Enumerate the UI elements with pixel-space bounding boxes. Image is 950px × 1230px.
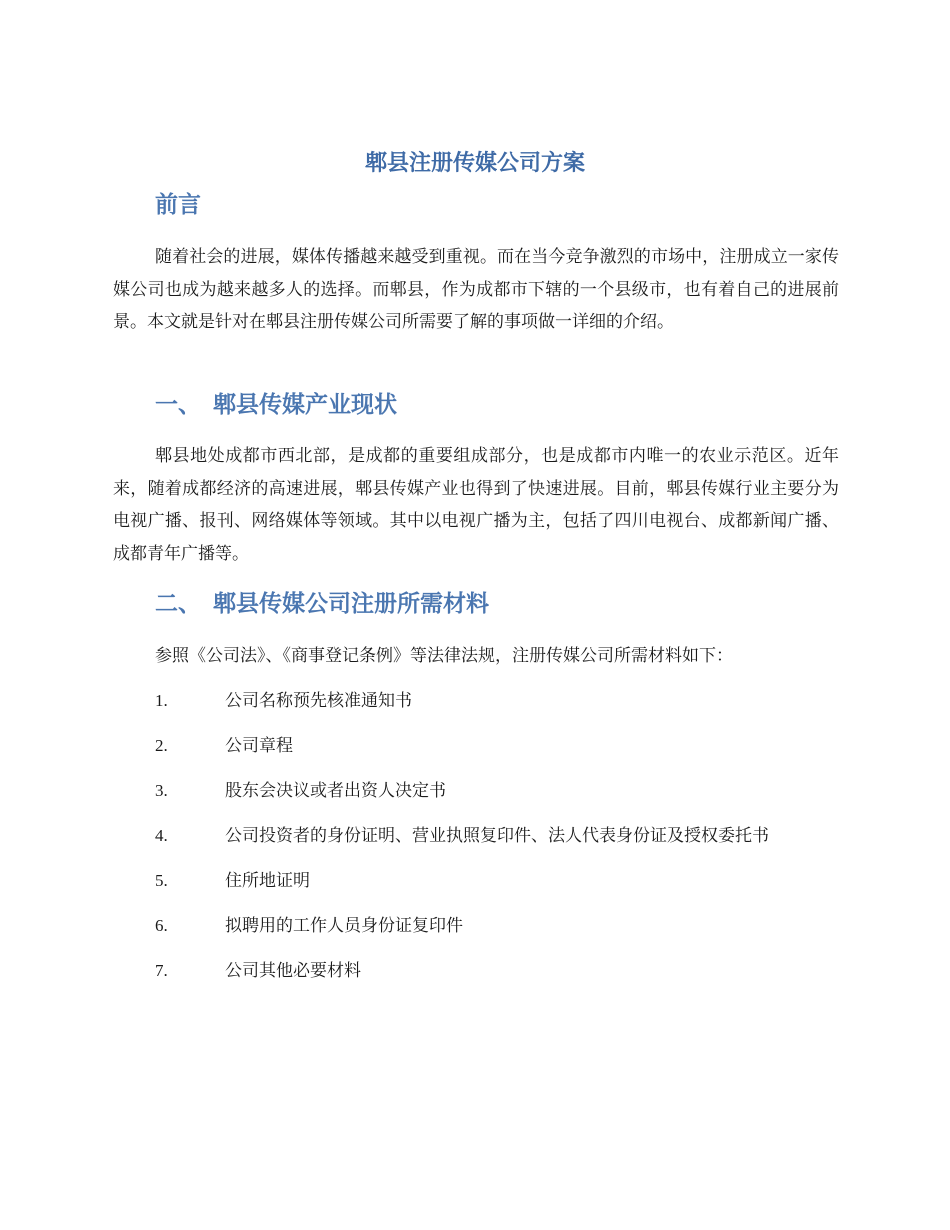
list-item-number: 5. xyxy=(155,871,168,890)
section-heading-number: 一、 xyxy=(155,392,201,418)
list-item-number: 6. xyxy=(155,916,168,935)
list-item-number: 3. xyxy=(155,781,168,800)
list-item-text: 住所地证明 xyxy=(225,871,310,891)
list-item xyxy=(155,958,769,1003)
section-heading-text: 郫县传媒产业现状 xyxy=(213,392,397,418)
section-heading-number: 二、 xyxy=(155,591,201,617)
list-item xyxy=(155,913,769,958)
list-item xyxy=(155,778,769,823)
section-heading-text: 郫县传媒公司注册所需材料 xyxy=(213,591,489,617)
materials-intro: 参照《公司法》、《商事登记条例》等法律法规，注册传媒公司所需材料如下： xyxy=(155,646,733,666)
list-item-number: 7. xyxy=(155,961,168,980)
list-item-text: 公司章程 xyxy=(225,736,293,756)
section-heading-text: 前言 xyxy=(155,192,201,218)
list-item xyxy=(155,823,769,868)
list-item-text: 股东会决议或者出资人决定书 xyxy=(225,781,446,801)
list-item-text: 拟聘用的工作人员身份证复印件 xyxy=(225,916,463,936)
list-item-text: 公司投资者的身份证明、营业执照复印件、法人代表身份证及授权委托书 xyxy=(225,826,769,846)
section-paragraph-preface: 随着社会的进展，媒体传播越来越受到重视。而在当今竞争激烈的市场中，注册成立一家传媒公司也成为越来越多人的选择。而郫县，作为成都市下辖的一个县级市，也有着自己的进展前景。本文就是针对在郫县注册传媒公司所需要了解的事项做一详细的介绍。 xyxy=(113,247,839,332)
section-heading-preface xyxy=(155,188,201,222)
document-title: 郫县注册传媒公司方案 xyxy=(364,151,585,176)
list-item-number: 4. xyxy=(155,826,168,845)
list-item xyxy=(155,733,769,778)
list-item-number: 1. xyxy=(155,691,168,710)
list-item-number: 2. xyxy=(155,736,168,755)
list-item xyxy=(155,868,769,913)
list-item-text: 公司其他必要材料 xyxy=(225,961,361,981)
section-heading-registration-materials xyxy=(155,587,489,621)
materials-list xyxy=(155,688,769,1003)
section-paragraph-industry-status: 郫县地处成都市西北部，是成都的重要组成部分，也是成都市内唯一的农业示范区。近年来，随着成都经济的高速进展，郫县传媒产业也得到了快速进展。目前，郫县传媒行业主要分为电视广播、报刊、网络媒体等领域。其中以电视广播为主，包括了四川电视台、成都新闻广播、成都青年广播等。 xyxy=(113,446,839,564)
section-heading-industry-status xyxy=(155,388,397,422)
list-item-text: 公司名称预先核准通知书 xyxy=(225,691,412,711)
list-item xyxy=(155,688,769,733)
